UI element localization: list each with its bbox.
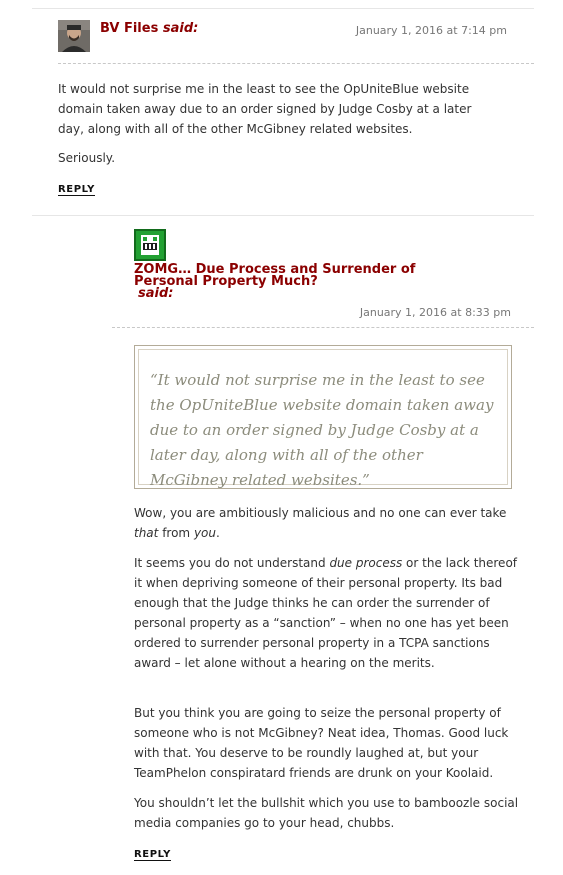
said-label: said:	[162, 21, 199, 36]
avatar-photo-icon	[58, 20, 90, 52]
author-name-link[interactable]: ZOMG… Due Process and Surrender of Personal Property Much?	[134, 262, 416, 289]
said-label: said:	[138, 286, 174, 301]
identicon-face-icon	[136, 231, 164, 259]
author-name-link[interactable]: BV Files	[100, 21, 159, 36]
comment-paragraph: You shouldn’t let the bullshit which you use to bamboozle social media companies go to your head, chubbs.	[134, 796, 519, 830]
comment-author	[100, 23, 198, 35]
comment-paragraph: But you think you are going to seize the personal property of someone who is not McGibney? Neat idea, Thomas. Good luck with that. You deserve to be roundly laughed at, but your TeamPhelon conspiratard friends are drunk on your Koolaid.	[134, 706, 509, 780]
quote-text: “It would not surprise me in the least to see the OpUniteBlue website domain taken away due to an order signed by Judge Cosby at a later day, along with all of the other McGibney related websites.”	[150, 371, 494, 489]
comment-paragraph: It would not surprise me in the least to see the OpUniteBlue website domain taken away due to an order signed by Judge Cosby at a later day, along with all of the other McGibney related websites.	[58, 82, 472, 136]
comment-top-divider	[32, 8, 534, 9]
comment-paragraph: Seriously.	[58, 151, 116, 165]
comment-date[interactable]: January 1, 2016 at 7:14 pm	[355, 24, 507, 37]
avatar[interactable]	[134, 229, 166, 261]
comment-date[interactable]: January 1, 2016 at 8:33 pm	[359, 306, 511, 319]
avatar[interactable]	[58, 20, 90, 52]
reply-button[interactable]: REPLY	[134, 849, 171, 860]
comment-meta-divider	[58, 63, 534, 64]
comment-divider	[32, 215, 534, 216]
comment-paragraph: It seems you do not understand due process or the lack thereof it when depriving someone of their personal property. Its bad enough that the Judge thinks he can order the surrender of personal property as a “sanction” – when no one has yet been ordered to surrender personal property in a TCPA sanctions award – let alone without a hearing on the merits.	[134, 556, 518, 670]
comment-paragraph: Wow, you are ambitiously malicious and no one can ever take that from you.	[134, 506, 507, 540]
comment-author	[134, 264, 474, 300]
comment-meta-divider	[112, 327, 534, 328]
reply-button[interactable]: REPLY	[58, 184, 95, 195]
blockquote	[134, 345, 512, 489]
